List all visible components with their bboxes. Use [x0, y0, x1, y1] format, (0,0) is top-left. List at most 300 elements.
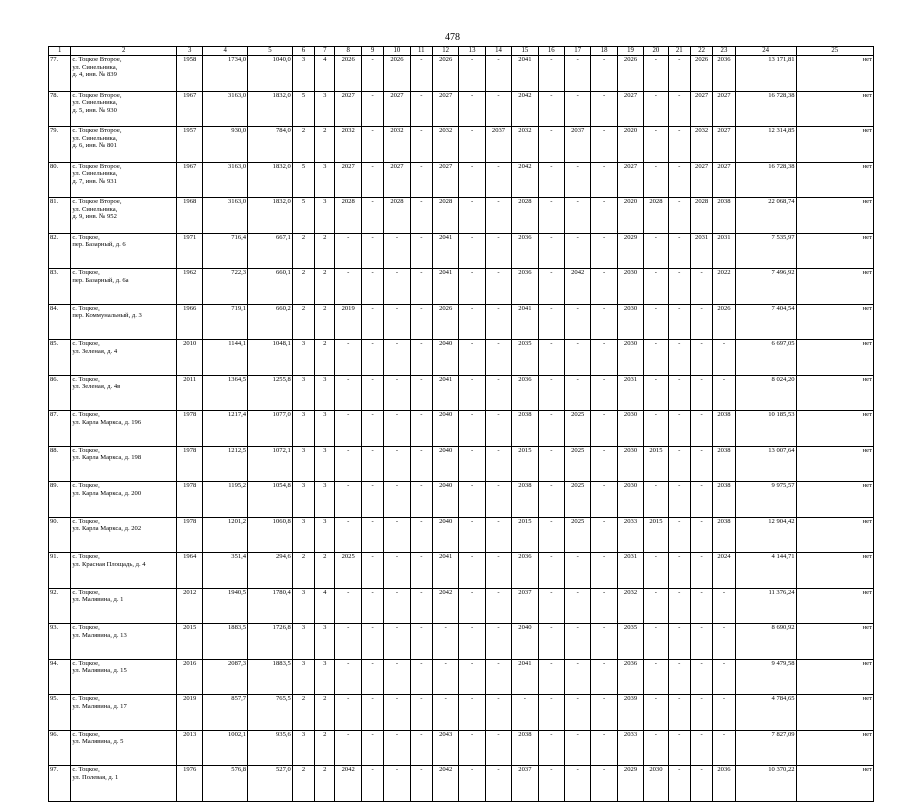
cell-col-20: - [644, 730, 668, 766]
table-row [49, 766, 874, 802]
cell-col-20: - [644, 411, 668, 447]
cell-col-21: - [668, 446, 690, 482]
column-header: 9 [361, 47, 383, 56]
cell-col-17: - [565, 553, 591, 589]
address-cell [71, 517, 177, 553]
cell-col-8: - [335, 517, 361, 553]
cell-col-4: 1212,5 [203, 446, 248, 482]
cell-col-23: 2038 [713, 411, 735, 447]
cell-col-9: - [361, 269, 383, 305]
cell-col-6: 2 [292, 269, 314, 305]
address-line: с. Тоцкое, [72, 233, 100, 241]
row-number: 77. [49, 56, 71, 92]
row-number: 91. [49, 553, 71, 589]
row-number: 84. [49, 304, 71, 340]
address-cell [71, 695, 177, 731]
table-row [49, 624, 874, 660]
cell-col-7: 3 [315, 198, 335, 234]
cell-col-11: - [410, 375, 432, 411]
column-header: 1 [49, 47, 71, 56]
cell-col-25: нет [796, 517, 873, 553]
cell-col-10: - [384, 482, 410, 518]
column-header: 18 [591, 47, 617, 56]
address-cell [71, 198, 177, 234]
cell-col-19: 2033 [617, 730, 643, 766]
table-row [49, 730, 874, 766]
cell-col-17: - [565, 695, 591, 731]
address-line: с. Тоцкое, [72, 730, 100, 738]
cell-col-14: - [485, 340, 511, 376]
cell-col-4: 716,4 [203, 233, 248, 269]
cell-col-20: - [644, 56, 668, 92]
cell-col-22: - [690, 304, 712, 340]
cell-col-12: - [432, 624, 458, 660]
row-number: 85. [49, 340, 71, 376]
cell-col-7: 3 [315, 375, 335, 411]
cell-col-25: нет [796, 766, 873, 802]
cell-col-20: - [644, 162, 668, 198]
cell-col-7: 2 [315, 340, 335, 376]
cell-col-5: 1832,0 [248, 91, 293, 127]
address-line: с. Тоцкое, [72, 411, 100, 418]
cell-col-21: - [668, 56, 690, 92]
cell-col-11: - [410, 695, 432, 731]
column-header: 10 [384, 47, 410, 56]
cell-col-25: нет [796, 446, 873, 482]
cell-col-16: - [538, 198, 564, 234]
cell-col-10: - [384, 446, 410, 482]
cell-col-25: нет [796, 588, 873, 624]
column-header-row [49, 47, 874, 56]
address-line: ул. Малявина, д. 17 [72, 702, 127, 710]
cell-col-15: 2032 [512, 127, 538, 163]
cell-col-21: - [668, 553, 690, 589]
cell-col-21: - [668, 340, 690, 376]
cell-col-17: - [565, 588, 591, 624]
cell-col-19: 2035 [617, 624, 643, 660]
cell-col-10: 2027 [384, 91, 410, 127]
row-number: 78. [49, 91, 71, 127]
column-header: 15 [512, 47, 538, 56]
cell-col-6: 3 [292, 624, 314, 660]
cell-col-4: 1734,0 [203, 56, 248, 92]
cell-col-14: - [485, 162, 511, 198]
cell-col-21: - [668, 127, 690, 163]
housing-table [48, 46, 874, 802]
cell-col-11: - [410, 91, 432, 127]
cell-col-12: - [432, 695, 458, 731]
cell-col-16: - [538, 482, 564, 518]
cell-col-12: 2041 [432, 233, 458, 269]
cell-col-9: - [361, 56, 383, 92]
row-number: 96. [49, 730, 71, 766]
cell-col-10: - [384, 695, 410, 731]
cell-col-7: 3 [315, 446, 335, 482]
cell-col-18: - [591, 766, 617, 802]
cell-col-18: - [591, 446, 617, 482]
cell-col-6: 5 [292, 91, 314, 127]
cell-col-5: 294,6 [248, 553, 293, 589]
cell-col-5: 1072,1 [248, 446, 293, 482]
cell-col-8: - [335, 340, 361, 376]
cell-col-7: 4 [315, 588, 335, 624]
cell-col-6: 2 [292, 127, 314, 163]
cell-col-20: - [644, 340, 668, 376]
cell-col-23: 2038 [713, 198, 735, 234]
cell-col-3: 1958 [177, 56, 203, 92]
cell-col-9: - [361, 198, 383, 234]
cell-col-6: 2 [292, 766, 314, 802]
cell-col-11: - [410, 730, 432, 766]
cell-col-15: 2035 [512, 340, 538, 376]
cell-col-23: 2027 [713, 162, 735, 198]
cell-col-18: - [591, 411, 617, 447]
cell-col-18: - [591, 269, 617, 305]
cell-col-9: - [361, 446, 383, 482]
cell-col-5: 784,0 [248, 127, 293, 163]
cell-col-8: - [335, 659, 361, 695]
table-row [49, 446, 874, 482]
cell-col-8: - [335, 624, 361, 660]
cell-col-15: 2015 [512, 446, 538, 482]
cell-col-7: 2 [315, 695, 335, 731]
cell-col-9: - [361, 624, 383, 660]
cell-col-11: - [410, 269, 432, 305]
cell-col-24: 13 007,64 [735, 446, 796, 482]
cell-col-19: 2030 [617, 482, 643, 518]
cell-col-17: 2025 [565, 482, 591, 518]
address-line: с. Тоцкое, [72, 624, 100, 631]
cell-col-10: - [384, 588, 410, 624]
cell-col-19: 2031 [617, 553, 643, 589]
cell-col-18: - [591, 233, 617, 269]
cell-col-16: - [538, 766, 564, 802]
cell-col-17: - [565, 766, 591, 802]
cell-col-25: нет [796, 411, 873, 447]
cell-col-24: 9 479,58 [735, 659, 796, 695]
row-number: 79. [49, 127, 71, 163]
cell-col-17: - [565, 340, 591, 376]
cell-col-4: 857,7 [203, 695, 248, 731]
cell-col-15: 2041 [512, 659, 538, 695]
cell-col-24: 10 185,53 [735, 411, 796, 447]
cell-col-19: 2032 [617, 588, 643, 624]
cell-col-8: 2032 [335, 127, 361, 163]
cell-col-7: 3 [315, 482, 335, 518]
table-row [49, 517, 874, 553]
cell-col-11: - [410, 766, 432, 802]
cell-col-15: 2036 [512, 233, 538, 269]
cell-col-11: - [410, 56, 432, 92]
cell-col-14: - [485, 517, 511, 553]
address-line: с. Тоцкое, [72, 269, 100, 276]
cell-col-20: - [644, 482, 668, 518]
cell-col-4: 1217,4 [203, 411, 248, 447]
cell-col-21: - [668, 766, 690, 802]
cell-col-21: - [668, 198, 690, 234]
cell-col-3: 1971 [177, 233, 203, 269]
cell-col-9: - [361, 233, 383, 269]
cell-col-20: 2015 [644, 446, 668, 482]
cell-col-24: 9 975,57 [735, 482, 796, 518]
cell-col-17: - [565, 304, 591, 340]
table-row [49, 375, 874, 411]
address-line: ул. Малявина, д. 13 [72, 631, 127, 639]
cell-col-18: - [591, 730, 617, 766]
cell-col-9: - [361, 411, 383, 447]
cell-col-5: 1060,8 [248, 517, 293, 553]
cell-col-21: - [668, 411, 690, 447]
cell-col-13: - [459, 162, 485, 198]
cell-col-11: - [410, 198, 432, 234]
cell-col-11: - [410, 127, 432, 163]
cell-col-13: - [459, 695, 485, 731]
cell-col-16: - [538, 588, 564, 624]
cell-col-8: - [335, 730, 361, 766]
cell-col-24: 7 535,97 [735, 233, 796, 269]
cell-col-7: 2 [315, 553, 335, 589]
cell-col-12: 2042 [432, 766, 458, 802]
cell-col-13: - [459, 553, 485, 589]
address-line: с. Тоцкое, [72, 375, 100, 383]
cell-col-25: нет [796, 624, 873, 660]
cell-col-13: - [459, 91, 485, 127]
cell-col-7: 2 [315, 766, 335, 802]
cell-col-8: 2042 [335, 766, 361, 802]
cell-col-20: - [644, 588, 668, 624]
address-cell [71, 624, 177, 660]
address-line: с. Тоцкое Второе, [72, 162, 122, 170]
cell-col-16: - [538, 56, 564, 92]
cell-col-7: 3 [315, 624, 335, 660]
table-row [49, 553, 874, 589]
address-line: д. 4, инв. № 839 [72, 71, 117, 79]
cell-col-5: 1726,8 [248, 624, 293, 660]
table-row [49, 659, 874, 695]
address-cell [71, 127, 177, 163]
cell-col-16: - [538, 730, 564, 766]
cell-col-14: - [485, 198, 511, 234]
cell-col-6: 2 [292, 695, 314, 731]
table-row [49, 695, 874, 731]
cell-col-17: - [565, 198, 591, 234]
cell-col-18: - [591, 624, 617, 660]
column-header: 7 [315, 47, 335, 56]
cell-col-3: 1966 [177, 304, 203, 340]
cell-col-18: - [591, 695, 617, 731]
cell-col-12: 2042 [432, 588, 458, 624]
cell-col-8: - [335, 411, 361, 447]
cell-col-13: - [459, 588, 485, 624]
address-line: с. Тоцкое Второе, [72, 127, 122, 134]
row-number: 94. [49, 659, 71, 695]
cell-col-12: 2040 [432, 446, 458, 482]
cell-col-10: 2027 [384, 162, 410, 198]
cell-col-16: - [538, 659, 564, 695]
cell-col-25: нет [796, 127, 873, 163]
row-number: 86. [49, 375, 71, 411]
cell-col-17: 2042 [565, 269, 591, 305]
cell-col-19: 2030 [617, 340, 643, 376]
cell-col-23: 2036 [713, 56, 735, 92]
address-line: с. Тоцкое, [72, 588, 100, 596]
cell-col-5: 935,6 [248, 730, 293, 766]
cell-col-9: - [361, 659, 383, 695]
cell-col-22: 2026 [690, 56, 712, 92]
cell-col-3: 1978 [177, 482, 203, 518]
cell-col-10: - [384, 411, 410, 447]
cell-col-23: 2027 [713, 91, 735, 127]
address-line: ул. Зеленая, д. 4в [72, 383, 121, 391]
address-line: с. Тоцкое, [72, 553, 100, 560]
cell-col-14: - [485, 411, 511, 447]
cell-col-22: - [690, 269, 712, 305]
cell-col-22: 2028 [690, 198, 712, 234]
cell-col-13: - [459, 127, 485, 163]
cell-col-19: 2039 [617, 695, 643, 731]
cell-col-17: 2025 [565, 446, 591, 482]
cell-col-12: 2041 [432, 553, 458, 589]
cell-col-5: 1780,4 [248, 588, 293, 624]
cell-col-4: 3163,0 [203, 91, 248, 127]
cell-col-15: 2037 [512, 766, 538, 802]
cell-col-15: 2042 [512, 162, 538, 198]
cell-col-16: - [538, 624, 564, 660]
cell-col-4: 576,8 [203, 766, 248, 802]
cell-col-6: 3 [292, 482, 314, 518]
cell-col-12: 2026 [432, 304, 458, 340]
cell-col-18: - [591, 340, 617, 376]
cell-col-17: 2025 [565, 517, 591, 553]
cell-col-15: 2041 [512, 304, 538, 340]
cell-col-3: 1957 [177, 127, 203, 163]
cell-col-13: - [459, 446, 485, 482]
cell-col-3: 1978 [177, 517, 203, 553]
cell-col-7: 3 [315, 162, 335, 198]
address-line: ул. Полевая, д. 1 [72, 773, 119, 781]
address-line: ул. Синельника, [72, 170, 118, 178]
cell-col-8: 2025 [335, 553, 361, 589]
cell-col-11: - [410, 659, 432, 695]
cell-col-17: - [565, 730, 591, 766]
address-line: ул. Синельника, [72, 134, 118, 142]
cell-col-16: - [538, 233, 564, 269]
row-number: 87. [49, 411, 71, 447]
column-header: 23 [713, 47, 735, 56]
cell-col-11: - [410, 340, 432, 376]
cell-col-21: - [668, 304, 690, 340]
row-number: 83. [49, 269, 71, 305]
cell-col-23: 2024 [713, 553, 735, 589]
cell-col-19: 2031 [617, 375, 643, 411]
cell-col-9: - [361, 766, 383, 802]
column-header: 19 [617, 47, 643, 56]
cell-col-21: - [668, 730, 690, 766]
cell-col-23: 2022 [713, 269, 735, 305]
cell-col-12: 2040 [432, 482, 458, 518]
cell-col-4: 1002,1 [203, 730, 248, 766]
cell-col-3: 2019 [177, 695, 203, 731]
cell-col-15: 2036 [512, 269, 538, 305]
cell-col-13: - [459, 766, 485, 802]
address-cell [71, 91, 177, 127]
cell-col-24: 8 690,92 [735, 624, 796, 660]
address-line: с. Тоцкое Второе, [72, 91, 122, 99]
table-row [49, 162, 874, 198]
cell-col-19: 2027 [617, 162, 643, 198]
column-header: 6 [292, 47, 314, 56]
address-line: с. Тоцкое, [72, 482, 100, 489]
cell-col-11: - [410, 624, 432, 660]
cell-col-10: - [384, 304, 410, 340]
address-line: ул. Малявина, д. 5 [72, 738, 124, 746]
cell-col-23: - [713, 730, 735, 766]
address-line: с. Тоцкое, [72, 446, 100, 454]
cell-col-19: 2029 [617, 766, 643, 802]
table-row [49, 91, 874, 127]
cell-col-22: - [690, 446, 712, 482]
cell-col-16: - [538, 91, 564, 127]
row-number: 92. [49, 588, 71, 624]
cell-col-18: - [591, 91, 617, 127]
cell-col-24: 11 376,24 [735, 588, 796, 624]
cell-col-10: - [384, 517, 410, 553]
cell-col-3: 2015 [177, 624, 203, 660]
cell-col-3: 1967 [177, 162, 203, 198]
cell-col-17: - [565, 162, 591, 198]
cell-col-13: - [459, 659, 485, 695]
cell-col-19: 2030 [617, 411, 643, 447]
cell-col-6: 3 [292, 340, 314, 376]
cell-col-25: нет [796, 659, 873, 695]
address-cell [71, 588, 177, 624]
cell-col-15: 2038 [512, 730, 538, 766]
address-line: ул. Синельника, [72, 63, 118, 71]
cell-col-23: - [713, 659, 735, 695]
cell-col-22: 2027 [690, 162, 712, 198]
cell-col-14: - [485, 695, 511, 731]
cell-col-25: нет [796, 162, 873, 198]
address-cell [71, 411, 177, 447]
cell-col-6: 2 [292, 233, 314, 269]
cell-col-20: 2030 [644, 766, 668, 802]
cell-col-21: - [668, 482, 690, 518]
table-row [49, 482, 874, 518]
cell-col-15: 2042 [512, 91, 538, 127]
cell-col-12: 2028 [432, 198, 458, 234]
cell-col-3: 2012 [177, 588, 203, 624]
row-number: 95. [49, 695, 71, 731]
address-cell [71, 659, 177, 695]
table-row [49, 198, 874, 234]
address-line: с. Тоцкое Второе, [72, 56, 122, 63]
cell-col-11: - [410, 446, 432, 482]
address-cell [71, 553, 177, 589]
cell-col-3: 1978 [177, 446, 203, 482]
column-header: 2 [71, 47, 177, 56]
cell-col-3: 1967 [177, 91, 203, 127]
cell-col-3: 2010 [177, 340, 203, 376]
cell-col-19: 2020 [617, 127, 643, 163]
address-line: ул. Карла Маркса, д. 202 [72, 525, 142, 533]
cell-col-8: - [335, 446, 361, 482]
cell-col-7: 3 [315, 517, 335, 553]
cell-col-24: 4 144,71 [735, 553, 796, 589]
cell-col-5: 1883,5 [248, 659, 293, 695]
cell-col-14: - [485, 304, 511, 340]
cell-col-22: - [690, 553, 712, 589]
address-cell [71, 56, 177, 92]
